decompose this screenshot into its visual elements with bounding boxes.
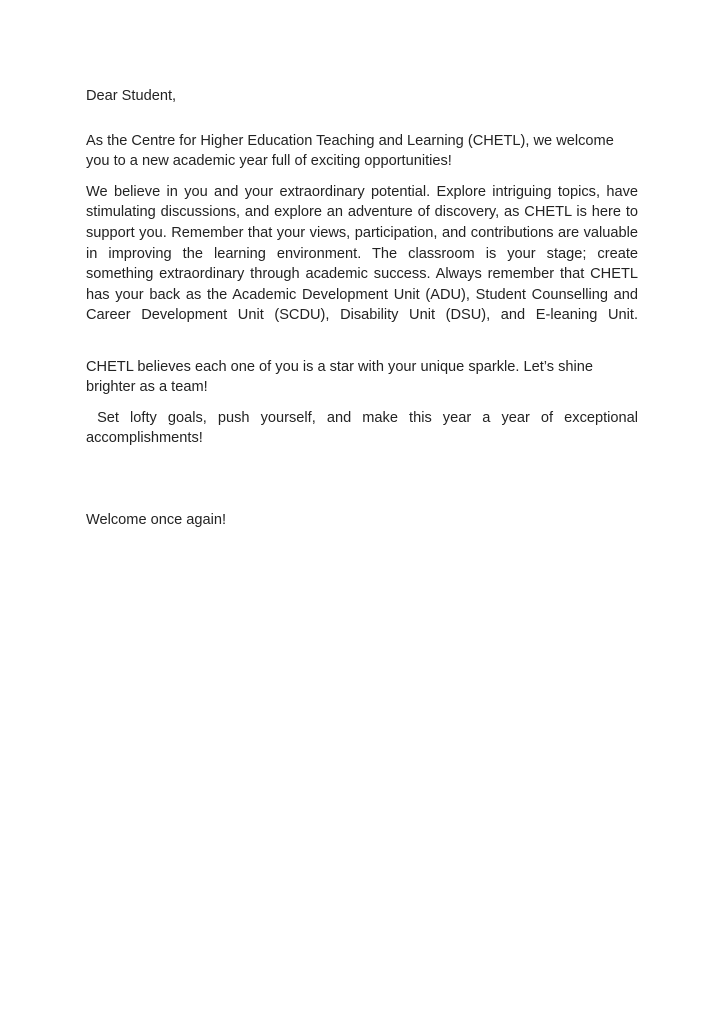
paragraph-intro: As the Centre for Higher Education Teaching and Learning (CHETL), we welcome you to a new academic year full of exciting opportunities!: [86, 132, 618, 170]
blank-line-after-salutation: [86, 107, 638, 131]
closing-text: Welcome once again!: [86, 511, 227, 528]
blank-line-before-closing: [86, 470, 638, 510]
paragraph-goals: Set lofty goals, push yourself, and make this year a year of exceptional accomplishments!: [86, 409, 643, 447]
paragraph-body: We believe in you and your extraordinary potential. Explore intriguing topics, have stimulating discussions, and explore an adventure of discovery, as CHETL is here to support you. Remember that your views, participation, and contributions are valuable in improving the learning environment. The classroom is your stage; create something extraordinary through academic success. Always remember that CHETL has your back as the Academic Development Unit (ADU), Student Counselling and Career Development Unit (SCDU), Disability Unit (DSU), and E-leaning Unit.: [86, 183, 643, 324]
paragraph-star: CHETL believes each one of you is a star with your unique sparkle. Let’s shine brighter as a team!: [86, 358, 598, 396]
salutation-text: Dear Student,: [86, 88, 177, 104]
letter-body: [86, 86, 643, 530]
